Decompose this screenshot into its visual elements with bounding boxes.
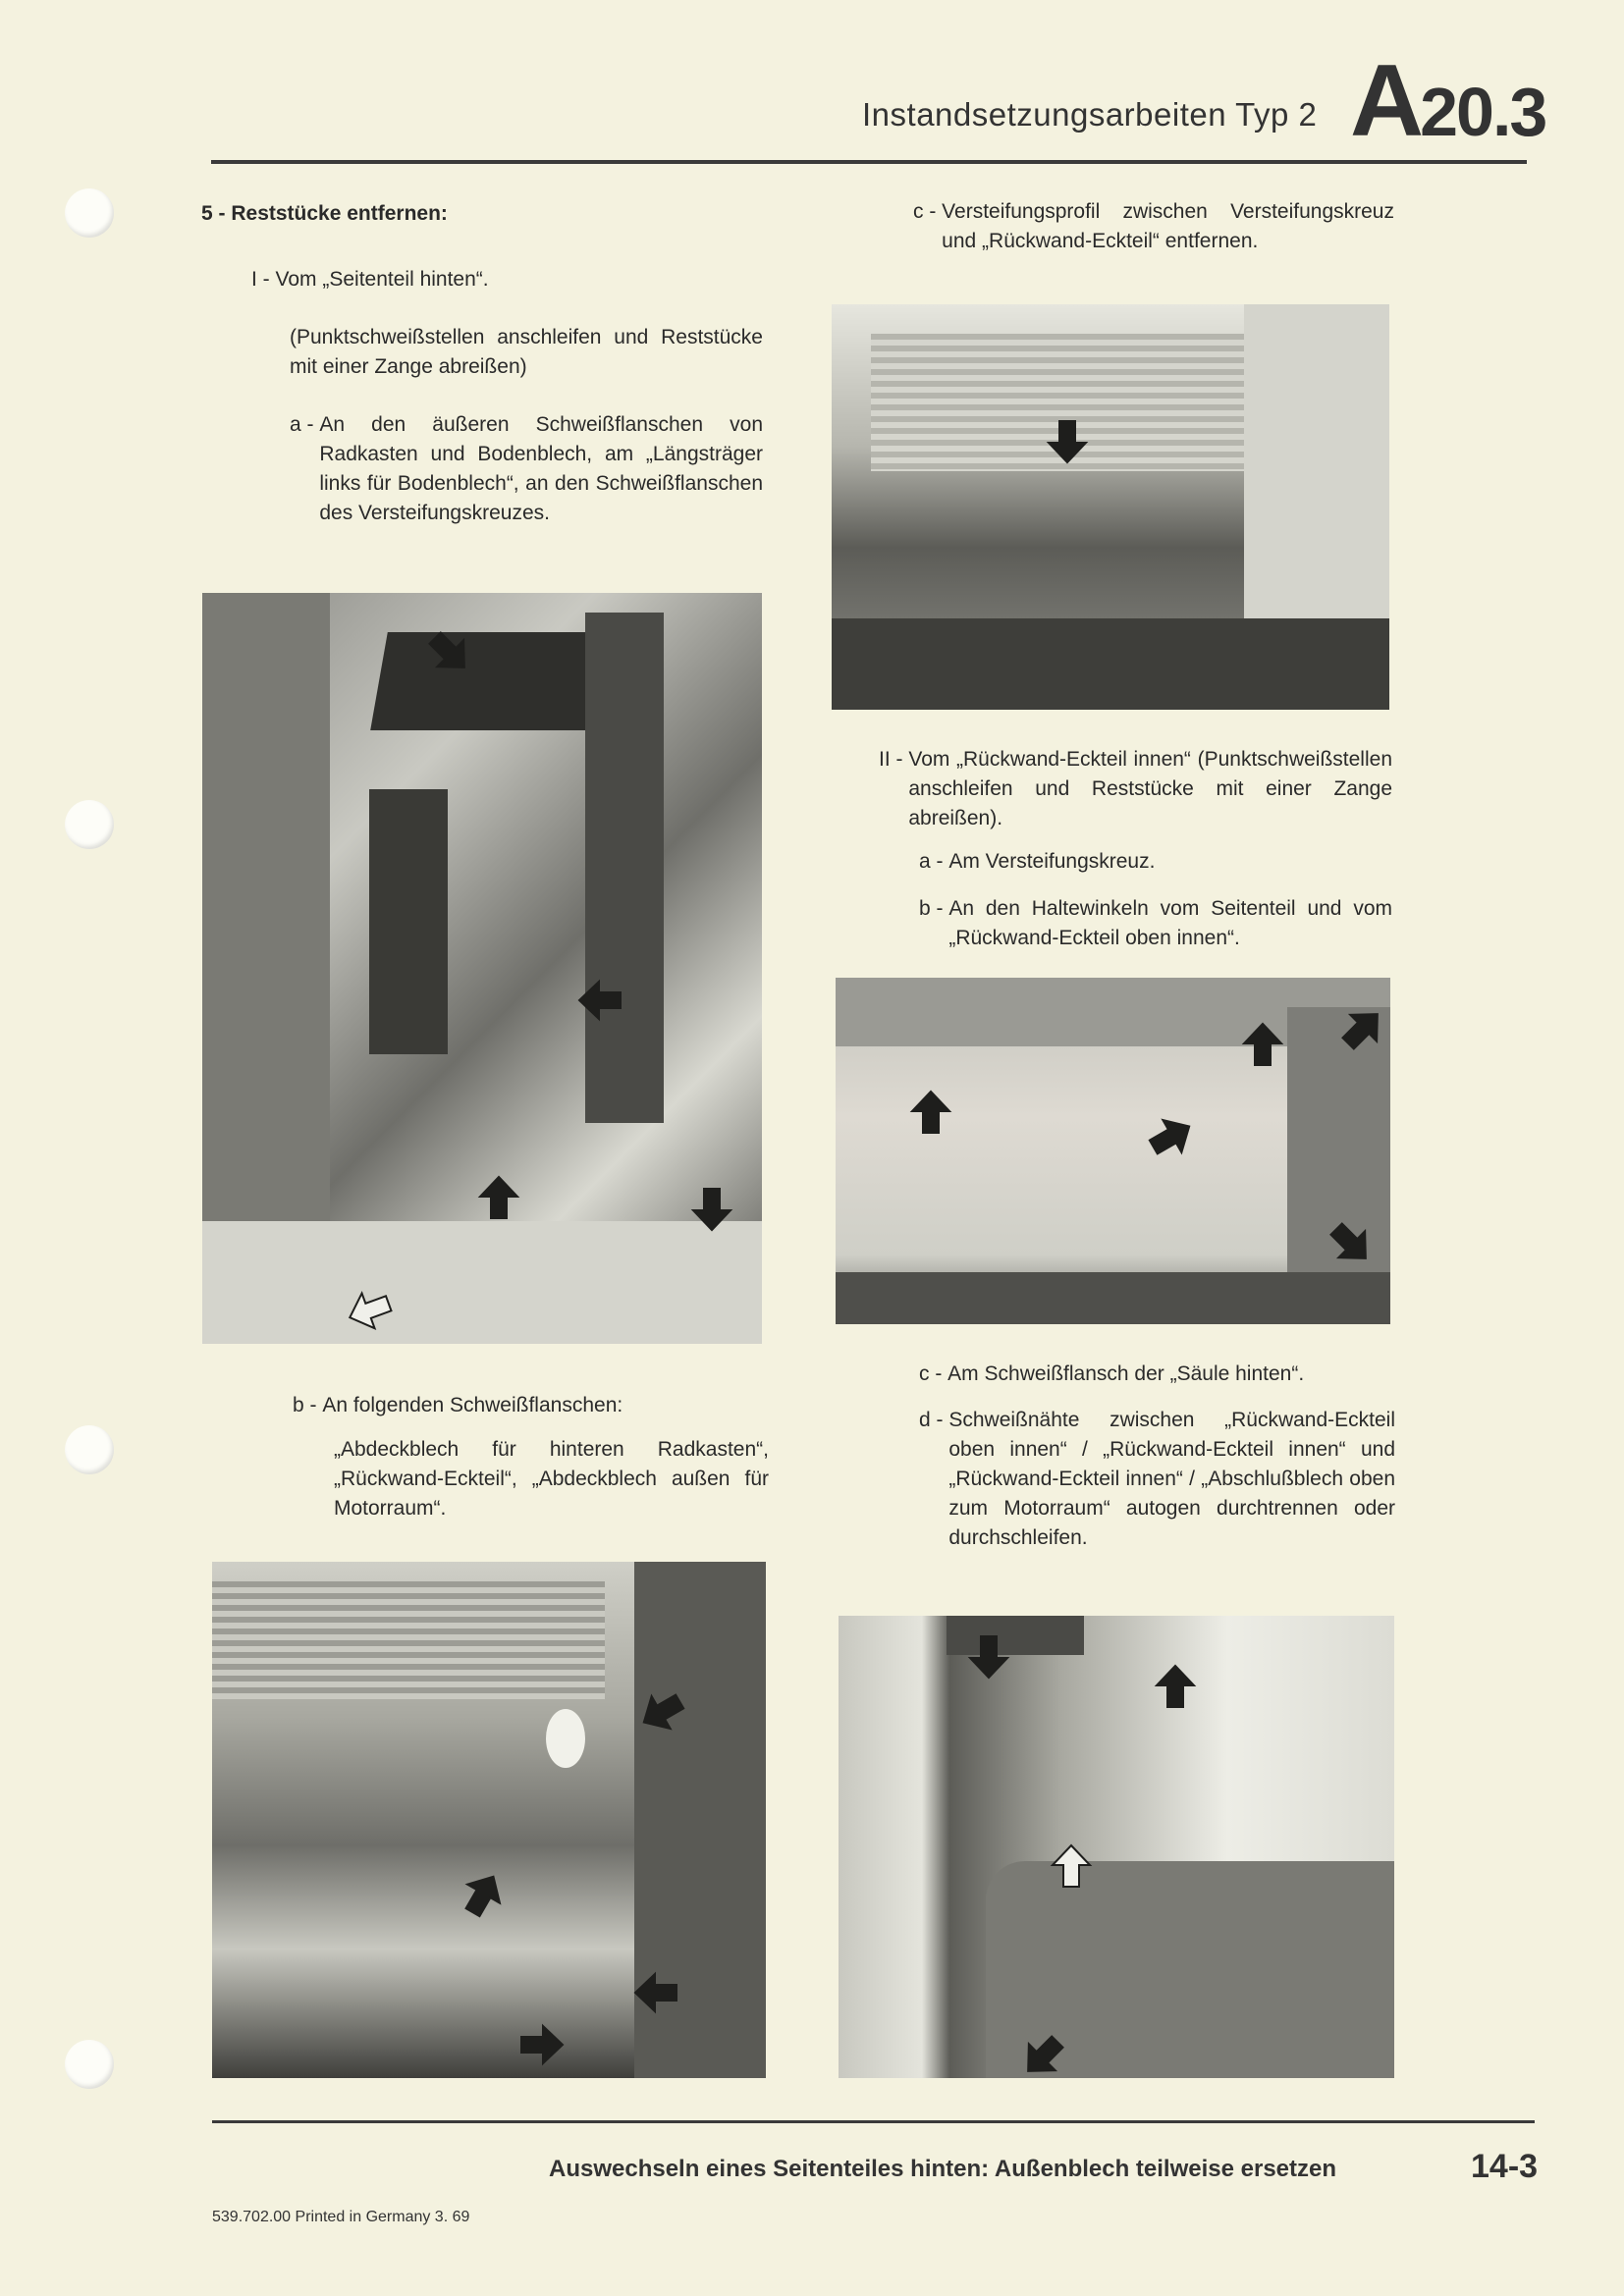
photo-retaining-brackets: [836, 978, 1390, 1324]
section-code: [1350, 43, 1545, 160]
arrow-icon: [689, 1187, 734, 1232]
arrow-icon: [519, 2022, 565, 2067]
page-number: 14-3: [1471, 2148, 1539, 2185]
print-line: 539.702.00 Printed in Germany 3. 69: [212, 2209, 470, 2225]
step-Ib-detail: „Abdeckblech für hinteren Radkasten“, „Rückwand-Eckteil“, „Abdeckblech außen für Motorraum“.: [334, 1438, 769, 1520]
photo-weld-flanges: [212, 1562, 766, 2078]
step-text: An folgenden Schweißflanschen:: [322, 1394, 623, 1416]
step-label: 5 -: [201, 202, 232, 225]
arrow-icon: [908, 1090, 953, 1135]
arrow-icon: [577, 978, 623, 1023]
step-text: Am Schweißflansch der „Säule hinten“.: [947, 1362, 1305, 1385]
arrow-icon: [966, 1634, 1011, 1680]
step-label: b -: [293, 1394, 323, 1416]
photo-reinforcement-cross: [202, 593, 762, 1344]
step-label: a -: [919, 850, 949, 873]
note-paragraph: (Punktschweißstellen anschleifen und Reststücke mit einer Zange abreißen): [290, 326, 763, 378]
header-title: Instandsetzungsarbeiten Typ 2: [862, 96, 1318, 133]
photo-shading: [546, 1709, 585, 1768]
arrow-icon: [633, 1970, 678, 2015]
step-text: An den Haltewinkeln vom Seitenteil und vom „Rückwand-Eckteil oben innen“.: [948, 897, 1392, 949]
punch-hole: [65, 188, 114, 238]
punch-hole: [65, 1425, 114, 1474]
step-text: Reststücke entfernen:: [231, 202, 448, 225]
step-text: Versteifungsprofil zwischen Versteifungskreuz und „Rückwand-Eckteil“ entfernen.: [942, 200, 1394, 252]
photo-shading: [370, 632, 614, 730]
step-label: c -: [913, 200, 943, 223]
step-text: Vom „Rückwand-Eckteil innen“ (Punktschweißstellen anschleifen und Reststücke mit einer Zange abreißen).: [908, 748, 1392, 829]
punch-hole: [65, 2040, 114, 2089]
step-Ia: [290, 410, 763, 528]
step-IIb: [919, 894, 1392, 953]
arrow-icon: [1045, 419, 1090, 464]
step-5: [201, 199, 751, 229]
step-IId: [919, 1406, 1395, 1553]
step-label: I -: [251, 268, 276, 291]
punch-hole: [65, 800, 114, 849]
step-I: [251, 265, 762, 294]
photo-shading: [202, 1221, 762, 1344]
footer-title: Auswechseln eines Seitenteiles hinten: Außenblech teilweise ersetzen: [549, 2156, 1337, 2182]
arrow-icon: [1240, 1022, 1285, 1067]
step-label: c -: [919, 1362, 948, 1385]
arrow-icon: [1153, 1664, 1198, 1709]
section-code-number: 20.3: [1420, 74, 1546, 150]
step-Ib: [293, 1391, 769, 1420]
arrow-icon: [476, 1175, 521, 1220]
photo-weld-seams: [839, 1616, 1394, 2078]
step-label: d -: [919, 1409, 949, 1431]
step-text: Am Versteifungskreuz.: [948, 850, 1156, 873]
step-IIc: [919, 1360, 1395, 1389]
photo-shading: [212, 1581, 605, 1699]
step-Ic: [913, 197, 1394, 256]
photo-reinforcement-profile: [832, 304, 1389, 710]
step-label: II -: [879, 748, 909, 771]
step-text: Vom „Seitenteil hinten“.: [275, 268, 489, 291]
section-code-letter: A: [1350, 44, 1421, 158]
arrow-icon: [1049, 1843, 1094, 1889]
step-label: a -: [290, 413, 320, 436]
photo-shading: [832, 618, 1389, 710]
photo-shading: [369, 789, 448, 1054]
step-IIa: [919, 847, 1392, 877]
photo-shading: [836, 1272, 1390, 1324]
step-label: b -: [919, 897, 949, 920]
header-rule: [211, 160, 1527, 164]
step-II: [879, 745, 1392, 833]
photo-shading: [585, 613, 664, 1123]
step-text: An den äußeren Schweißflanschen von Radkasten und Bodenblech, am „Längsträger links für Bodenblech“, an den Schweißflanschen des Versteifungskreuzes.: [319, 413, 763, 524]
footer-rule: [212, 2120, 1535, 2123]
step-text: Schweißnähte zwischen „Rückwand-Eckteil oben innen“ / „Rückwand-Eckteil innen“ und „Rückwand-Eckteil innen“ / „Abschlußblech oben zum Motorraum“ autogen durchtrennen oder durchschleifen.: [948, 1409, 1395, 1549]
